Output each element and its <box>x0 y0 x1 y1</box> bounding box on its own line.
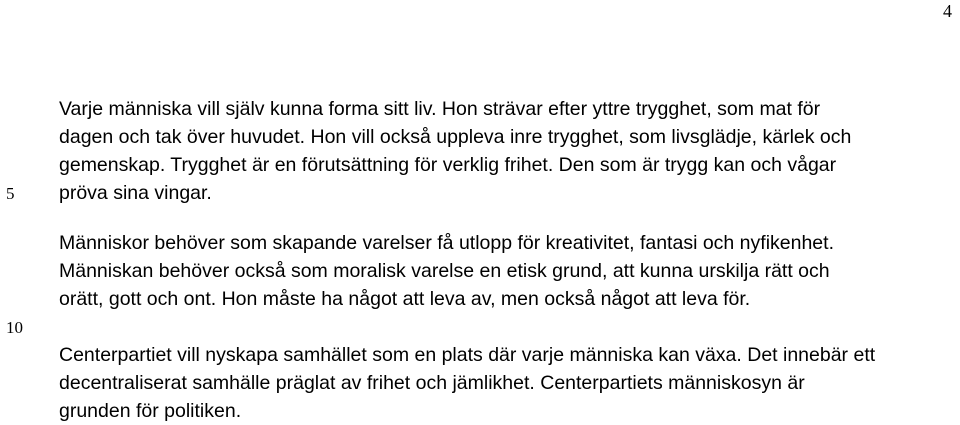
paragraph-line: dagen och tak över huvudet. Hon vill också uppleva inre trygghet, som livsglädje, kärlek och <box>59 126 852 148</box>
paragraph-line: pröva sina vingar. <box>59 182 212 204</box>
paragraph-security <box>59 95 851 207</box>
paragraph-creativity <box>59 229 834 313</box>
paragraph-line: grunden för politiken. <box>59 400 242 422</box>
line-number-5: 5 <box>6 184 15 203</box>
paragraph-line: decentraliserat samhälle präglat av frihet och jämlikhet. Centerpartiets människosyn är <box>59 372 805 394</box>
paragraph-line: gemenskap. Trygghet är en förutsättning för verklig frihet. Den som är trygg kan och vågar <box>59 154 837 176</box>
page-number: 4 <box>943 1 952 21</box>
paragraph-line: orätt, gott och ont. Hon måste ha något att leva av, men också något att leva för. <box>59 288 751 310</box>
paragraph-line: Människan behöver också som moralisk varelse en etisk grund, att kunna urskilja rätt och <box>59 260 830 282</box>
paragraph-line: Centerpartiet vill nyskapa samhället som en plats där varje människa kan växa. Det innebär ett <box>59 344 876 366</box>
paragraph-line: Människor behöver som skapande varelser få utlopp för kreativitet, fantasi och nyfikenhet. <box>59 232 834 254</box>
line-number-10: 10 <box>6 318 23 337</box>
paragraph-society <box>59 341 875 425</box>
paragraph-line: Varje människa vill själv kunna forma sitt liv. Hon strävar efter yttre trygghet, som mat för <box>59 98 821 120</box>
